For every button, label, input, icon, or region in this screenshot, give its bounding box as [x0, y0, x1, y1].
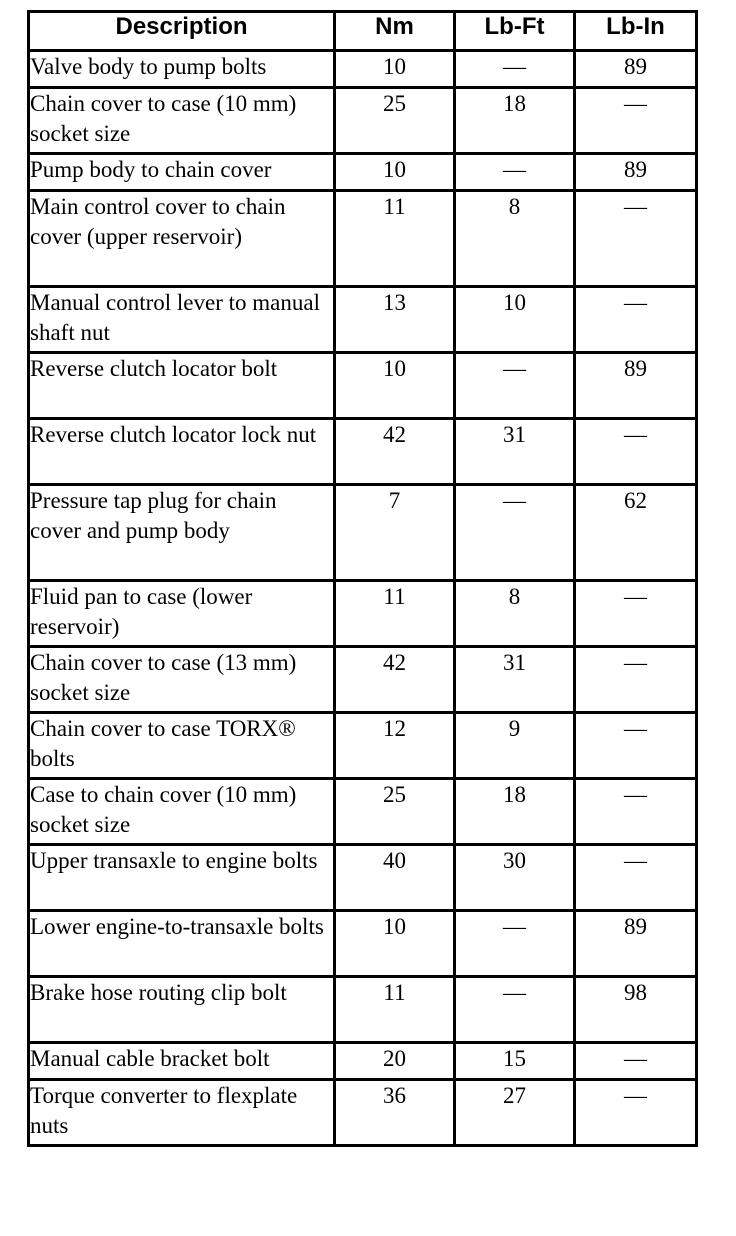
cell-description: Reverse clutch locator bolt [29, 353, 335, 419]
cell-lb-ft: 10 [455, 287, 575, 353]
cell-lb-in: 98 [575, 977, 697, 1043]
cell-description: Chain cover to case TORX® bolts [29, 713, 335, 779]
cell-lb-ft: 27 [455, 1080, 575, 1146]
table-row [29, 779, 697, 845]
cell-description: Lower engine-to-transaxle bolts [29, 911, 335, 977]
column-header-description: Description [29, 12, 335, 51]
cell-lb-in: — [575, 581, 697, 647]
column-header-nm: Nm [335, 12, 455, 51]
cell-lb-ft: 18 [455, 779, 575, 845]
cell-lb-ft: 30 [455, 845, 575, 911]
cell-lb-in: 89 [575, 911, 697, 977]
cell-lb-ft: 8 [455, 191, 575, 287]
table-row [29, 51, 697, 88]
cell-lb-in: 89 [575, 353, 697, 419]
cell-description: Fluid pan to case (lower reservoir) [29, 581, 335, 647]
column-header-lb-in: Lb-In [575, 12, 697, 51]
cell-nm: 40 [335, 845, 455, 911]
cell-lb-ft: — [455, 353, 575, 419]
cell-description: Pump body to chain cover [29, 154, 335, 191]
cell-description: Reverse clutch locator lock nut [29, 419, 335, 485]
cell-lb-in: — [575, 419, 697, 485]
cell-nm: 10 [335, 154, 455, 191]
cell-lb-ft: 31 [455, 419, 575, 485]
cell-nm: 13 [335, 287, 455, 353]
table-row [29, 581, 697, 647]
table-row [29, 419, 697, 485]
cell-lb-ft: — [455, 51, 575, 88]
cell-lb-in: — [575, 88, 697, 154]
cell-nm: 11 [335, 977, 455, 1043]
table-row [29, 713, 697, 779]
cell-description: Manual control lever to manual shaft nut [29, 287, 335, 353]
cell-nm: 11 [335, 191, 455, 287]
cell-nm: 36 [335, 1080, 455, 1146]
cell-lb-ft: — [455, 977, 575, 1043]
cell-nm: 10 [335, 353, 455, 419]
table-row [29, 88, 697, 154]
cell-nm: 25 [335, 88, 455, 154]
cell-description: Manual cable bracket bolt [29, 1043, 335, 1080]
cell-lb-in: — [575, 647, 697, 713]
cell-description: Main control cover to chain cover (upper reservoir) [29, 191, 335, 287]
table-row [29, 191, 697, 287]
cell-nm: 12 [335, 713, 455, 779]
cell-lb-in: — [575, 191, 697, 287]
cell-nm: 10 [335, 911, 455, 977]
table-row [29, 287, 697, 353]
header-row [29, 12, 697, 51]
table-row [29, 845, 697, 911]
cell-lb-ft: — [455, 911, 575, 977]
table-row [29, 911, 697, 977]
cell-lb-in: — [575, 713, 697, 779]
cell-description: Valve body to pump bolts [29, 51, 335, 88]
cell-lb-in: — [575, 1043, 697, 1080]
table-row [29, 485, 697, 581]
cell-lb-in: — [575, 1080, 697, 1146]
cell-description: Torque converter to flexplate nuts [29, 1080, 335, 1146]
column-header-lb-ft: Lb-Ft [455, 12, 575, 51]
cell-description: Case to chain cover (10 mm) socket size [29, 779, 335, 845]
cell-description: Upper transaxle to engine bolts [29, 845, 335, 911]
cell-lb-in: 89 [575, 154, 697, 191]
cell-lb-in: 62 [575, 485, 697, 581]
cell-nm: 10 [335, 51, 455, 88]
table-row [29, 154, 697, 191]
cell-lb-ft: 15 [455, 1043, 575, 1080]
cell-nm: 11 [335, 581, 455, 647]
cell-nm: 20 [335, 1043, 455, 1080]
cell-lb-ft: — [455, 154, 575, 191]
cell-lb-ft: 9 [455, 713, 575, 779]
table-row [29, 353, 697, 419]
cell-nm: 42 [335, 419, 455, 485]
cell-nm: 7 [335, 485, 455, 581]
torque-spec-table [27, 10, 698, 1147]
cell-lb-in: — [575, 845, 697, 911]
cell-description: Pressure tap plug for chain cover and pump body [29, 485, 335, 581]
cell-description: Brake hose routing clip bolt [29, 977, 335, 1043]
cell-lb-ft: 31 [455, 647, 575, 713]
table-row [29, 977, 697, 1043]
cell-lb-in: 89 [575, 51, 697, 88]
table-row [29, 647, 697, 713]
cell-lb-ft: — [455, 485, 575, 581]
table-row [29, 1080, 697, 1146]
cell-lb-in: — [575, 779, 697, 845]
cell-description: Chain cover to case (10 mm) socket size [29, 88, 335, 154]
table-row [29, 1043, 697, 1080]
cell-lb-ft: 18 [455, 88, 575, 154]
cell-lb-ft: 8 [455, 581, 575, 647]
cell-lb-in: — [575, 287, 697, 353]
cell-nm: 42 [335, 647, 455, 713]
cell-nm: 25 [335, 779, 455, 845]
cell-description: Chain cover to case (13 mm) socket size [29, 647, 335, 713]
